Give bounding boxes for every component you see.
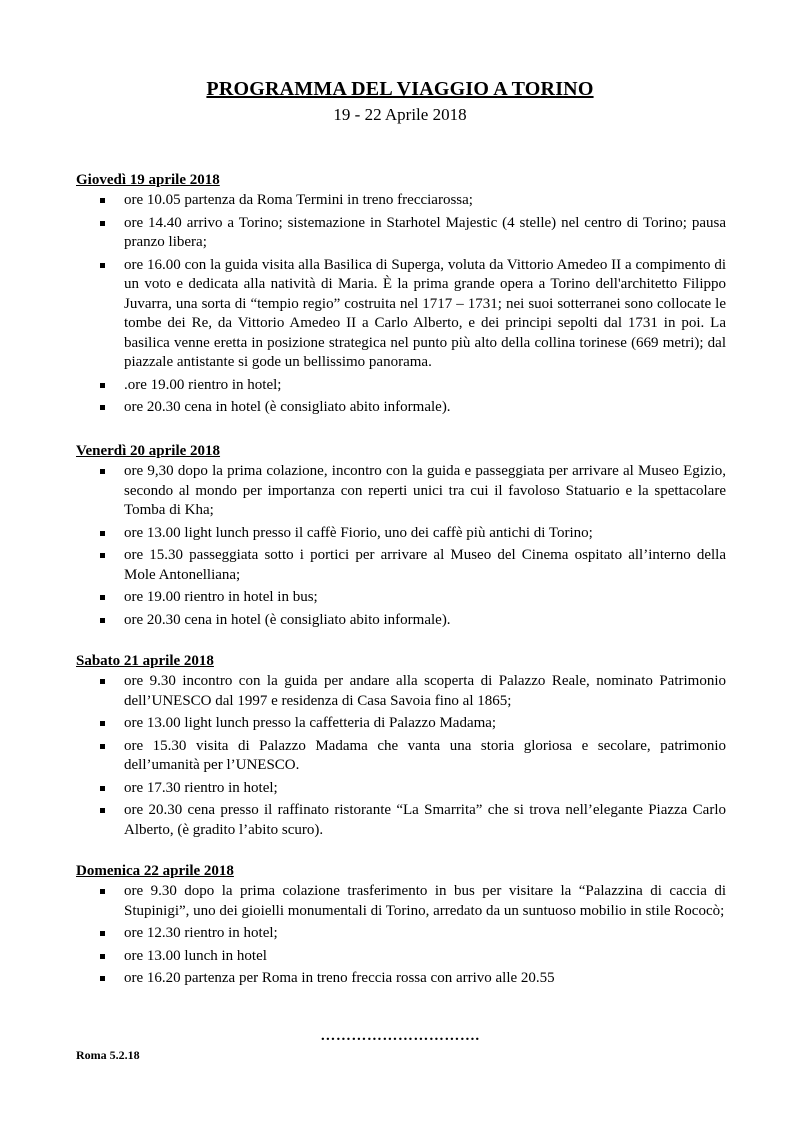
day-section-saturday [76, 652, 726, 843]
list-item: ore 17.30 rientro in hotel; [76, 779, 726, 799]
bullet-square-icon [100, 469, 105, 474]
bullet-square-icon [100, 786, 105, 791]
bullet-square-icon [100, 595, 105, 600]
list-item: ore 16.00 con la guida visita alla Basilica di Superga, voluta da Vittorio Amedeo II a compimento di un voto e dedicata alla natività di Maria. È la prima grande opera a Torino dell'architetto Filippo Juvarra, una sorta di “tempio regio” costruita nel 1717 – 1731; nei suoi sotterranei sono collocate le tombe dei Re, da Vittorio Amedeo II a Carlo Alberto, e dei principi sepolti dal 1731 in poi. La basilica venne eretta in posizione strategica nel punto più alto della collina torinese (669 metri); dal piazzale antistante si gode un bellissimo panorama. [76, 256, 726, 373]
list-item: ore 12.30 rientro in hotel; [76, 924, 726, 944]
bullet-square-icon [100, 744, 105, 749]
list-item: ore 20.30 cena presso il raffinato ristorante “La Smarrita” che si trova nell’elegante Piazza Carlo Alberto, (è gradito l’abito scuro). [76, 801, 726, 840]
list-item: ore 20.30 cena in hotel (è consigliato abito informale). [76, 611, 726, 631]
day-section-thursday [76, 171, 726, 421]
bullet-square-icon [100, 976, 105, 981]
day-heading: Giovedì 19 aprile 2018 [76, 172, 220, 188]
bullet-square-icon [100, 889, 105, 894]
list-item: ore 13.00 light lunch presso il caffè Fiorio, uno dei caffè più antichi di Torino; [76, 524, 726, 544]
list-item: ore 19.00 rientro in hotel in bus; [76, 588, 726, 608]
day-heading: Sabato 21 aprile 2018 [76, 653, 214, 669]
list-item: ore 13.00 lunch in hotel [76, 947, 726, 967]
bullet-square-icon [100, 221, 105, 226]
list-item: ore 14.40 arrivo a Torino; sistemazione in Starhotel Majestic (4 stelle) nel centro di Torino; pausa pranzo libera; [76, 214, 726, 253]
list-item: ore 9,30 dopo la prima colazione, incontro con la guida e passeggiata per arrivare al Museo Egizio, secondo al mondo per importanza con reperti unici tra cui il favoloso Statuario e la spettacolare Tomba di Kha; [76, 462, 726, 521]
list-item: ore 9.30 incontro con la guida per andare alla scoperta di Palazzo Reale, nominato Patrimonio dell’UNESCO dal 1997 e residenza di Casa Savoia fino al 1865; [76, 672, 726, 711]
bullet-square-icon [100, 931, 105, 936]
bullet-square-icon [100, 679, 105, 684]
bullet-square-icon [100, 808, 105, 813]
day-heading: Venerdì 20 aprile 2018 [76, 443, 221, 459]
day-heading: Domenica 22 aprile 2018 [76, 863, 234, 879]
list-item: ore 15.30 passeggiata sotto i portici per arrivare al Museo del Cinema ospitato all’interno della Mole Antonelliana; [76, 546, 726, 585]
document-subtitle: 19 - 22 Aprile 2018 [333, 105, 467, 124]
bullet-square-icon [100, 618, 105, 623]
list-item: ore 15.30 visita di Palazzo Madama che vanta una storia gloriosa e secolare, patrimonio dell’umanità per l’UNESCO. [76, 737, 726, 776]
closing-dots: …………………………. [320, 1028, 480, 1044]
list-item: ore 9.30 dopo la prima colazione trasferimento in bus per visitare la “Palazzina di caccia di Stupinigi”, uno dei gioielli monumentali di Torino, arredato da un suntuoso mobilio in stile Rococò; [76, 882, 726, 921]
day-section-friday [76, 442, 726, 633]
list-item: ore 20.30 cena in hotel (è consigliato abito informale). [76, 398, 726, 418]
bullet-square-icon [100, 531, 105, 536]
day-section-sunday [76, 862, 726, 992]
bullet-square-icon [100, 198, 105, 203]
list-item: .ore 19.00 rientro in hotel; [76, 376, 726, 396]
document-title: PROGRAMMA DEL VIAGGIO A TORINO [206, 78, 594, 100]
list-item: ore 10.05 partenza da Roma Termini in treno frecciarossa; [76, 191, 726, 211]
bullet-square-icon [100, 263, 105, 268]
bullet-square-icon [100, 405, 105, 410]
footer-place-date: Roma 5.2.18 [76, 1048, 140, 1062]
bullet-square-icon [100, 721, 105, 726]
bullet-square-icon [100, 383, 105, 388]
bullet-square-icon [100, 954, 105, 959]
list-item: ore 13.00 light lunch presso la caffetteria di Palazzo Madama; [76, 714, 726, 734]
bullet-square-icon [100, 553, 105, 558]
list-item: ore 16.20 partenza per Roma in treno freccia rossa con arrivo alle 20.55 [76, 969, 726, 989]
